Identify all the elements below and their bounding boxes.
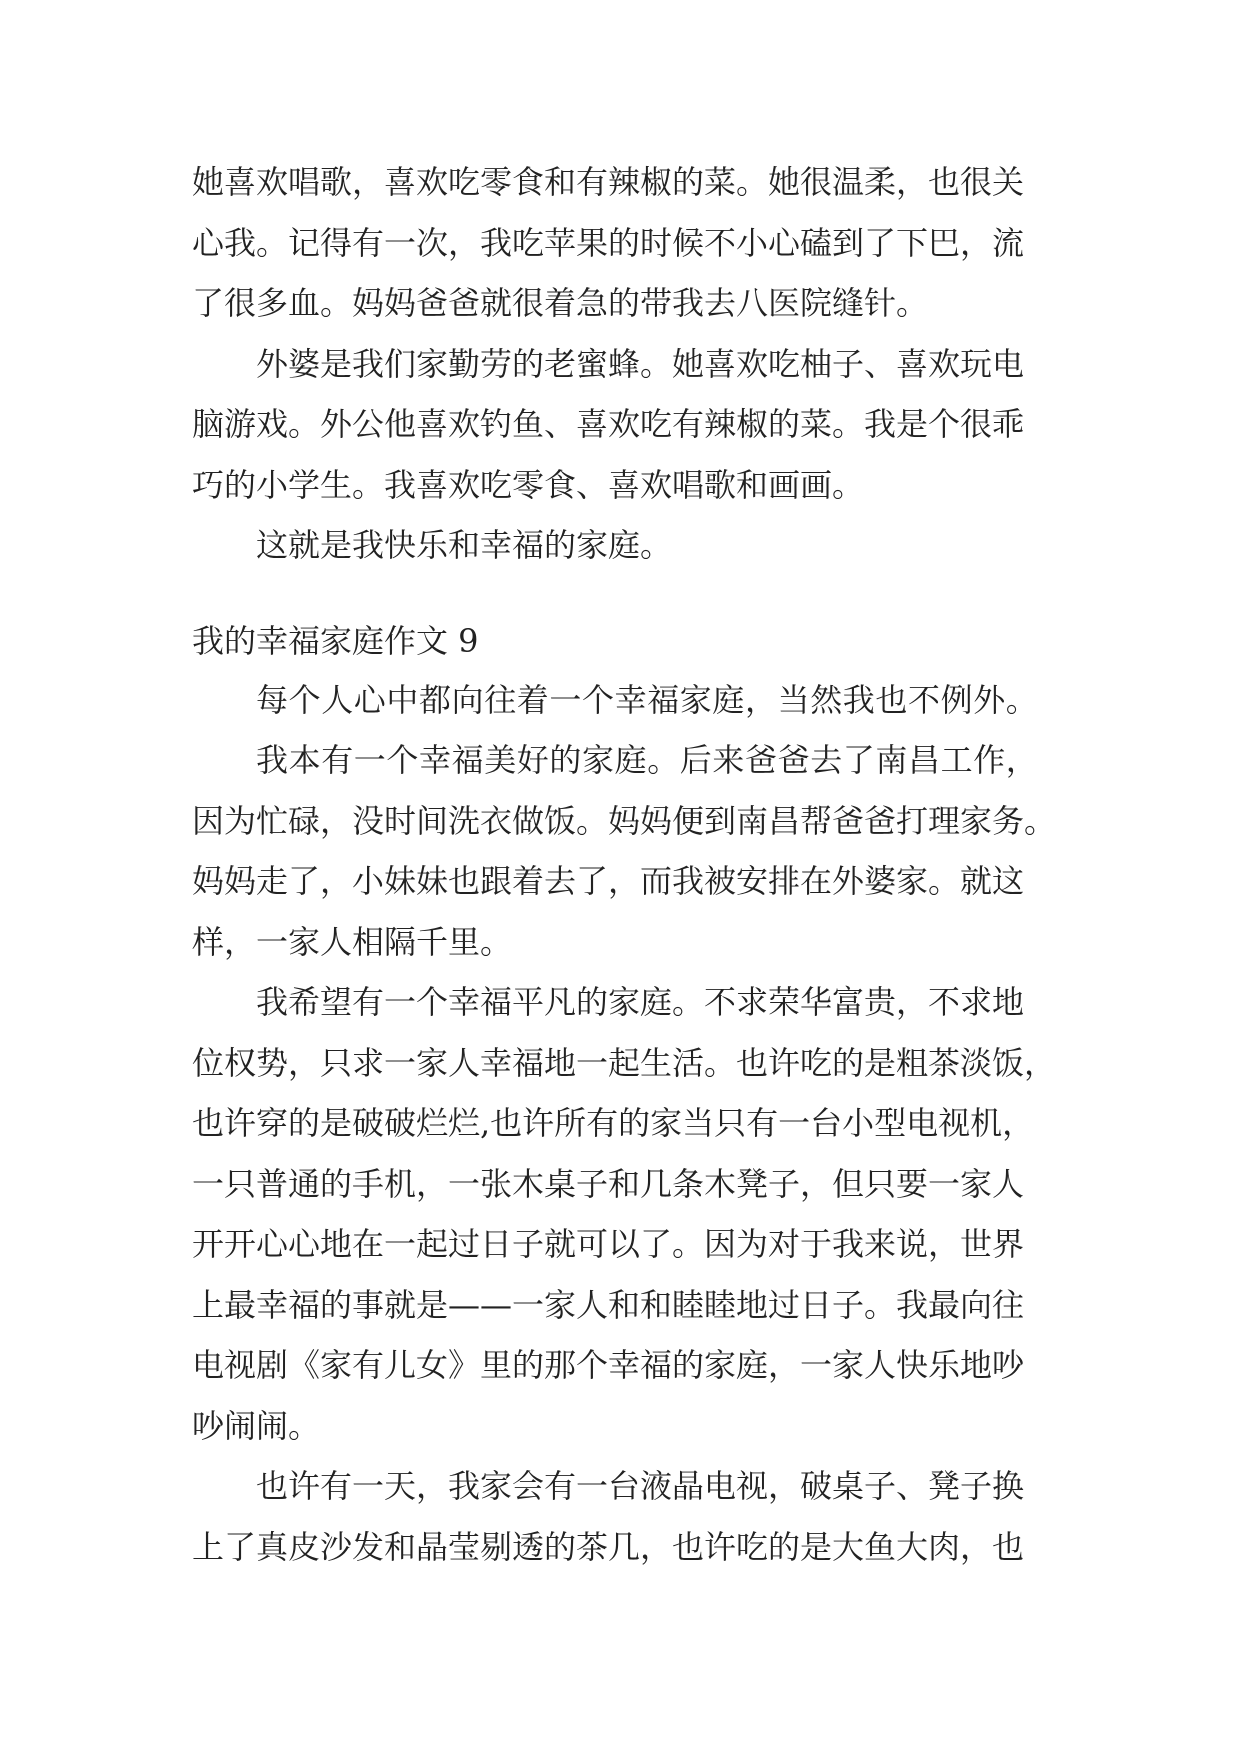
text-line: 外婆是我们家勤劳的老蜜蜂。她喜欢吃柚子、喜欢玩电 — [256, 344, 1025, 383]
text-line: 位权势，只求一家人幸福地一起生活。也许吃的是粗茶淡饭， — [192, 1043, 1057, 1082]
text-line: 吵闹闹。 — [192, 1406, 321, 1445]
text-line: 妈妈走了，小妹妹也跟着去了，而我被安排在外婆家。就这 — [192, 862, 1025, 900]
section-gap — [192, 576, 1062, 613]
paragraph — [192, 730, 1062, 972]
text-line: 心我。记得有一次，我吃苹果的时候不小心磕到了下巴，流 — [192, 223, 1025, 262]
text-line: 她喜欢唱歌，喜欢吃零食和有辣椒的菜。她很温柔，也很关 — [192, 163, 1025, 201]
text-line: 巧的小学生。我喜欢吃零食、喜欢唱歌和画画。 — [192, 465, 865, 504]
text-line: 脑游戏。外公他喜欢钓鱼、喜欢吃有辣椒的菜。我是个很乖 — [192, 405, 1025, 443]
paragraph — [192, 152, 1062, 334]
text-line: 样，一家人相隔千里。 — [192, 922, 513, 961]
text-line: 这就是我快乐和幸福的家庭。 — [256, 526, 673, 564]
text-line: 因为忙碌，没时间洗衣做饭。妈妈便到南昌帮爸爸打理家务。 — [192, 801, 1057, 840]
text-line: 我本有一个幸福美好的家庭。后来爸爸去了南昌工作， — [256, 741, 1039, 779]
text-line: 开开心心地在一起过日子就可以了。因为对于我来说，世界 — [192, 1225, 1025, 1263]
text-line: 也许穿的是破破烂烂,也许所有的家当只有一台小型电视机， — [192, 1104, 1035, 1142]
text-line: 了很多血。妈妈爸爸就很着急的带我去八医院缝针。 — [192, 284, 929, 322]
paragraph — [192, 972, 1062, 1456]
text-line: 上了真皮沙发和晶莹剔透的茶几，也许吃的是大鱼大肉，也 — [192, 1527, 1025, 1566]
paragraph — [192, 515, 1062, 576]
text-line: 电视剧《家有儿女》里的那个幸福的家庭，一家人快乐地吵 — [192, 1346, 1025, 1384]
paragraph — [192, 334, 1062, 516]
paragraph — [192, 670, 1062, 731]
paragraph — [192, 1456, 1062, 1577]
text-line: 我希望有一个幸福平凡的家庭。不求荣华富贵，不求地 — [256, 983, 1025, 1021]
text-line: 也许有一天，我家会有一台液晶电视，破桌子、凳子换 — [256, 1467, 1025, 1505]
text-line: 每个人心中都向往着一个幸福家庭，当然我也不例外。 — [256, 680, 1039, 719]
document-body — [192, 152, 1062, 1577]
section-title: 我的幸福家庭作文 9 — [192, 621, 479, 660]
text-line: 上最幸福的事就是——一家人和和睦睦地过日子。我最向往 — [192, 1285, 1025, 1324]
text-line: 一只普通的手机，一张木桌子和几条木凳子，但只要一家人 — [192, 1164, 1025, 1203]
